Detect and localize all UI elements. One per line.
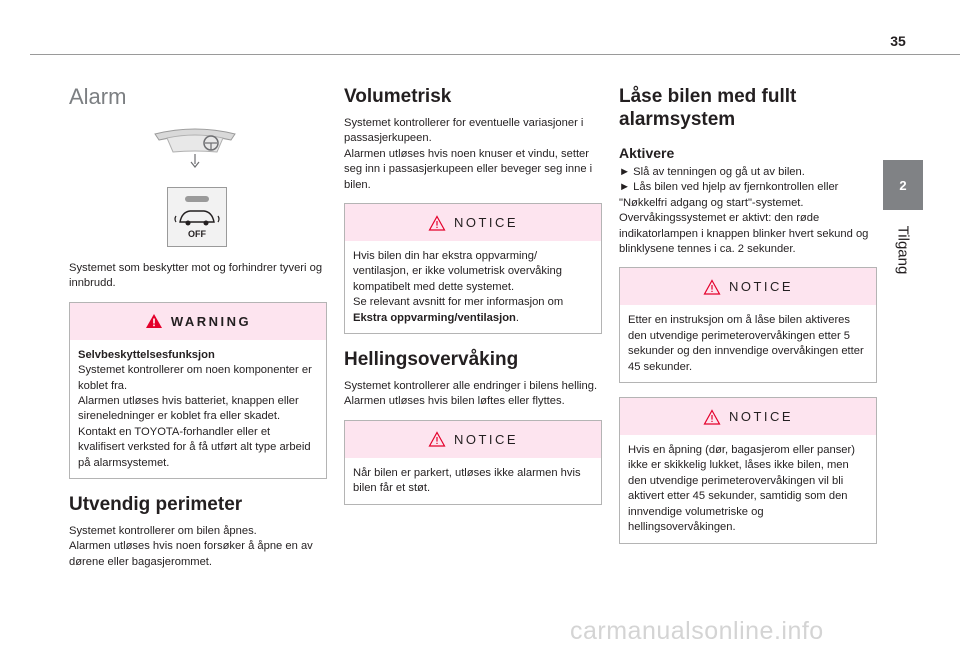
section-line: Alarmen utløses hvis noen forsøker å åpne en av dørene eller bagasjerommet. (69, 540, 313, 568)
column-2 (344, 80, 602, 519)
notice-header (620, 398, 876, 435)
column-3 (619, 80, 877, 558)
alarm-car-icon (168, 188, 226, 246)
warning-line: Alarmen utløses hvis batteriet, knappen eller sireneledninger er koblet fra eller skadet. (78, 395, 299, 423)
notice-box (344, 203, 602, 334)
chapter-label (883, 222, 923, 277)
notice-text: Når bilen er parkert, utløses ikke alarmen hvis bilen får et støt. (353, 466, 581, 495)
instruction-line: ► Slå av tenningen og gå ut av bilen. (619, 166, 805, 178)
illustration (153, 122, 237, 247)
warning-box (69, 302, 327, 479)
roof-console-icon (153, 122, 237, 172)
section-title-lock: Låse bilen med fullt alarmsystem (619, 86, 797, 130)
section-line: Alarmen utløses hvis bilen løftes eller flyttes. (344, 395, 565, 408)
notice-label: NOTICE (728, 408, 794, 424)
section-line: Alarmen utløses hvis noen knuser et vindu, setter seg inn i passasjerkupeen eller beveger seg inne i bilen. (344, 147, 593, 191)
notice-header (345, 204, 601, 241)
notice-label: NOTICE (453, 431, 519, 447)
notice-tail: . (515, 311, 519, 324)
notice-icon (703, 409, 721, 425)
page-number: 35 (890, 33, 906, 49)
instruction-line: Overvåkingssystemet er aktivt: den røde indikatorlampen i knappen blinker hvert sekund og blinklysene tennes i ca. 2 sekunder. (619, 212, 869, 256)
notice-text: Etter en instruksjon om å låse bilen aktiveres den utvendige perimeterovervåkingen etter 5 sekunder og den innvendige overvåkingen etter 45 sekunder. (628, 314, 864, 373)
notice-text: Se relevant avsnitt for mer informasjon om (353, 296, 564, 309)
warning-header (70, 303, 326, 340)
alarm-off-switch (167, 187, 227, 247)
notice-text: Hvis en åpning (dør, bagasjerom eller panser) ikke er skikkelig lukket, låses ikke bilen, men den utvendige perimeterovervåkingen vil bli aktivert etter 45 sekunder, samtidig som den innvendige volumetriske og hellingsovervåkingen. (628, 444, 855, 534)
notice-box (619, 267, 877, 383)
chapter-tab[interactable]: 2 (883, 160, 923, 210)
notice-header (620, 268, 876, 305)
warning-heading: Selvbeskyttelsesfunksjon (78, 348, 215, 361)
section-title-volumetric: Volumetrisk (344, 86, 452, 107)
warning-line: Kontakt en TOYOTA-forhandler eller et kvalifisert verksted for å få utført alt type arbeid på alarmsystemet. (78, 425, 311, 469)
header-divider (30, 54, 960, 55)
alarm-intro: Systemet som beskytter mot og forhindrer tyveri og innbrudd. (69, 262, 323, 290)
section-line: Systemet kontrollerer for eventuelle variasjoner i passasjerkupeen. (344, 117, 584, 145)
notice-box (619, 397, 877, 543)
notice-icon (703, 279, 721, 295)
notice-icon (428, 431, 446, 447)
notice-label: NOTICE (453, 214, 519, 230)
notice-label: NOTICE (728, 279, 794, 295)
warning-icon (145, 313, 163, 329)
switch-label: OFF (188, 229, 206, 239)
warning-label: WARNING (170, 313, 252, 329)
section-title-tilt: Hellingsovervåking (344, 349, 519, 371)
column-1 (69, 80, 327, 570)
alarm-title: Alarm (69, 84, 127, 109)
notice-text: Hvis bilen din har ekstra oppvarming/ ventilasjon, er ikke volumetrisk overvåking kompatibelt med dette systemet. (353, 250, 562, 293)
section-line: Systemet kontrollerer om bilen åpnes. (69, 525, 257, 538)
warning-line: Systemet kontrollerer om noen komponenter er koblet fra. (78, 364, 312, 392)
notice-header (345, 421, 601, 458)
watermark: carmanualsonline.info (570, 617, 824, 645)
notice-icon (428, 215, 446, 231)
section-line: Systemet kontrollerer alle endringer i bilens helling. (344, 380, 598, 393)
notice-link-text[interactable]: Ekstra oppvarming/ventilasjon (353, 311, 516, 324)
chapter-label-text: Tilgang (894, 225, 912, 274)
section-title-exterior: Utvendig perimeter (69, 494, 243, 516)
instruction-line: ► Lås bilen ved hjelp av fjernkontrollen eller "Nøkkelfri adgang og start"-systemet. (619, 181, 839, 209)
subsection-title-activate: Aktivere (619, 145, 675, 161)
notice-box (344, 420, 602, 505)
